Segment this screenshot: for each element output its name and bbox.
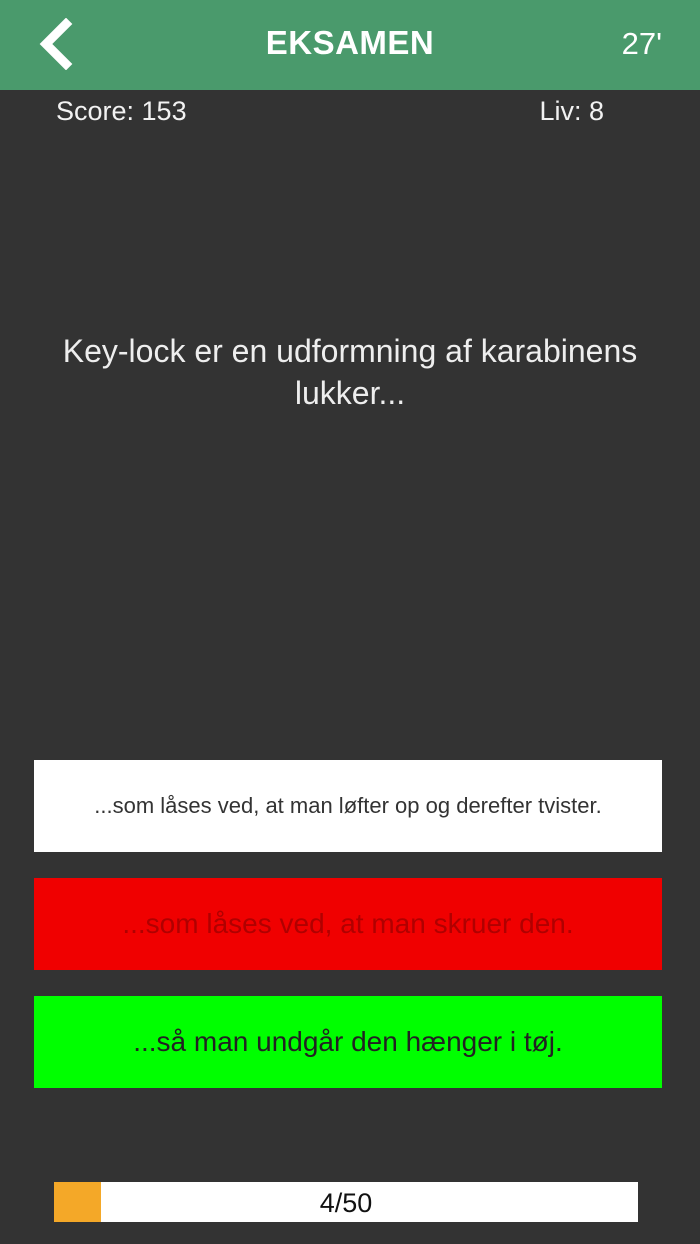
page-title: EKSAMEN — [265, 24, 435, 61]
answer-option-3[interactable] — [34, 996, 662, 1088]
question-text: Key-lock er en udformning af karabinens lukker... — [62, 333, 638, 411]
progress-bar — [54, 1182, 638, 1222]
lives-label: Liv: 8 — [539, 96, 604, 126]
answer-option-2[interactable] — [34, 878, 662, 970]
score-label: Score: 153 — [56, 96, 187, 126]
answer-option-label: ...så man undgår den hænger i tøj. — [133, 1026, 563, 1057]
answer-option-label: ...som låses ved, at man skruer den. — [122, 908, 574, 939]
header-bar — [0, 0, 700, 90]
answer-option-label: ...som låses ved, at man løfter op og derefter tvister. — [94, 793, 602, 818]
answer-option-1[interactable] — [34, 760, 662, 852]
timer: 27' — [621, 26, 662, 61]
progress-label: 4/50 — [319, 1188, 373, 1218]
